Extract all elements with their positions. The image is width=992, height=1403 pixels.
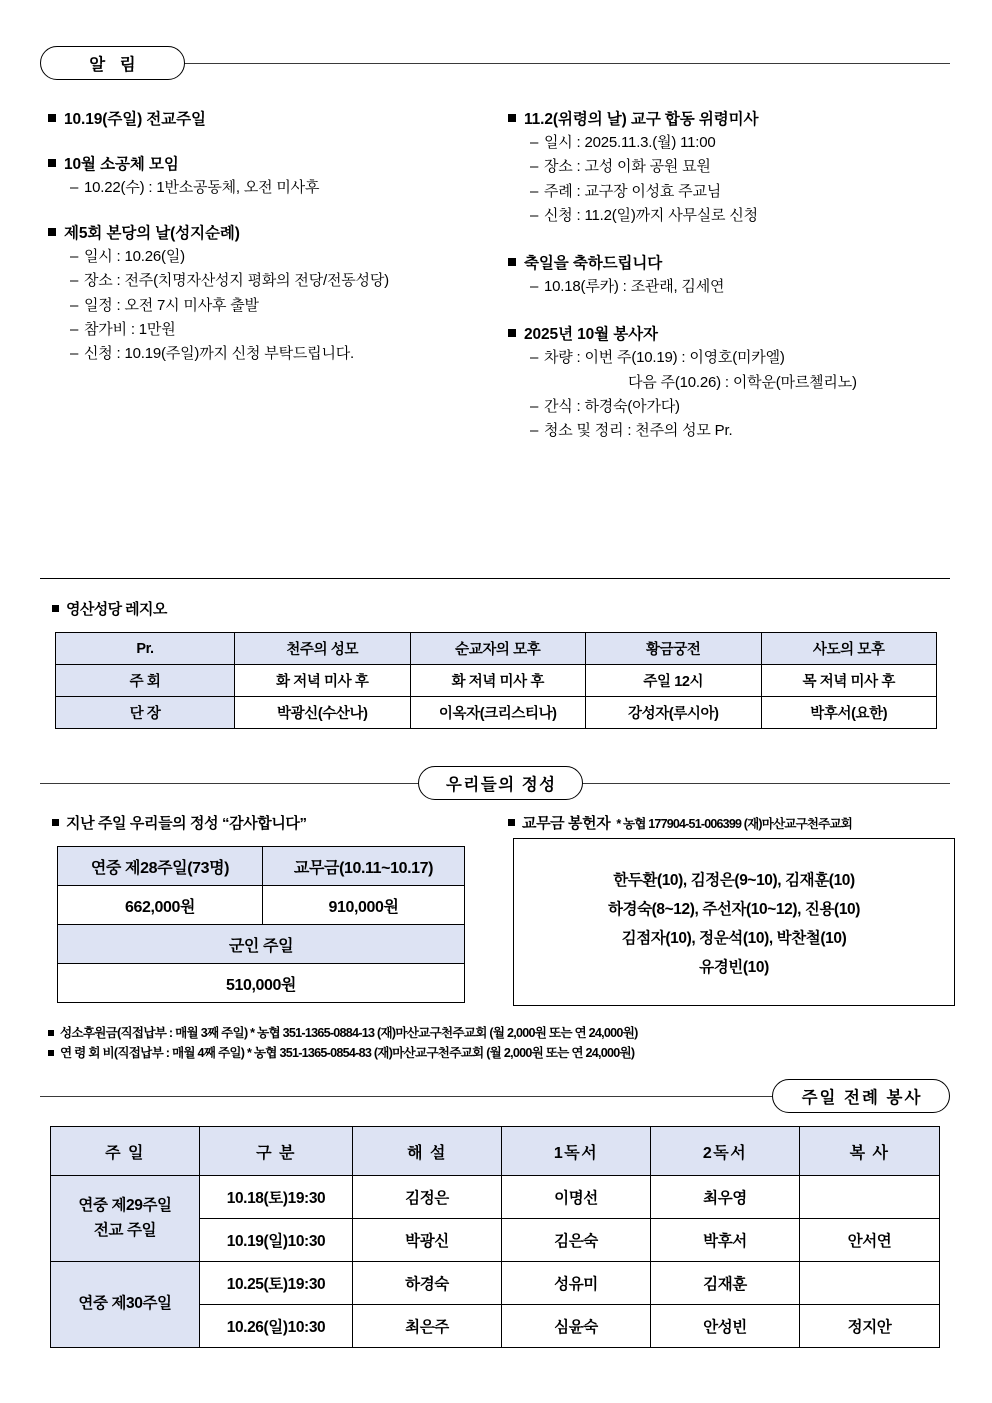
notice-heading: 축일을 축하드립니다 xyxy=(508,254,978,275)
liturgy-commentary-cell: 김정은 xyxy=(353,1176,502,1219)
offering-special-label: 군인 주일 xyxy=(58,925,465,964)
table-row xyxy=(58,925,465,964)
liturgy-reading1-cell: 김은숙 xyxy=(502,1219,651,1262)
notice-section-header xyxy=(0,46,992,82)
offering-amount-cell: 662,000원 xyxy=(58,886,263,925)
liturgy-time-cell: 10.18(토)19:30 xyxy=(200,1176,353,1219)
legio-cell: 주일 12시 xyxy=(586,665,762,697)
legio-table xyxy=(55,632,937,729)
notices-right-column xyxy=(508,110,978,443)
bullet-square-icon xyxy=(48,1050,54,1056)
liturgy-header-rule xyxy=(40,1096,775,1097)
dash-icon: – xyxy=(70,272,79,290)
liturgy-reading1-cell: 성유미 xyxy=(502,1262,651,1305)
dash-icon: – xyxy=(70,345,79,363)
offering-left-title: 지난 주일 우리들의 정성 “감사합니다” xyxy=(52,812,307,833)
dash-icon: – xyxy=(70,178,79,196)
donor-line: 김점자(10), 정운석(10), 박찬철(10) xyxy=(621,929,847,947)
notice-block xyxy=(48,224,503,366)
offering-header-cell: 연중 제28주일(73명) xyxy=(58,847,263,886)
footnote-age-group-fee: 연 령 회 비(직접납부 : 매월 4째 주일) * 농협 351-1365-0854-83 (재)마산교구천주교회 (월 2,000원 또는 연 24,000원) xyxy=(48,1042,634,1061)
offering-special-amount: 510,000원 xyxy=(58,964,465,1003)
legio-header-cell: 순교자의 모후 xyxy=(410,633,586,665)
legio-divider xyxy=(40,578,950,579)
bullet-square-icon xyxy=(48,114,56,122)
legio-header-cell: Pr. xyxy=(56,633,235,665)
liturgy-header-cell: 2독서 xyxy=(651,1127,800,1176)
offering-section-pill xyxy=(418,766,583,800)
bullet-square-icon xyxy=(48,228,56,236)
bullet-square-icon xyxy=(508,258,516,266)
liturgy-commentary-cell: 최은주 xyxy=(353,1305,502,1348)
dash-icon: – xyxy=(530,206,539,224)
liturgy-sunday-line1: 연중 제29주일 xyxy=(78,1197,172,1215)
notice-subitem-continuation: 다음 주(10.26) : 이학운(마르첼리노) xyxy=(628,373,857,391)
dash-icon: – xyxy=(70,296,79,314)
dash-icon: – xyxy=(70,248,79,266)
liturgy-time-cell: 10.26(일)10:30 xyxy=(200,1305,353,1348)
notice-subitem: – 10.18(루카) : 조관래, 김세연 xyxy=(508,275,978,299)
legio-header-cell: 황금궁전 xyxy=(586,633,762,665)
donors-title: 교무금 봉헌자 * 농협 177904-51-006399 (재)마산교구천주교회 xyxy=(508,812,852,833)
footnote-vocation-fund: 성소후원금(직접납부 : 매월 3째 주일) * 농협 351-1365-0884-13 (재)마산교구천주교회 (월 2,000원 또는 연 24,000원) xyxy=(48,1022,638,1041)
liturgy-reading1-cell: 이명선 xyxy=(502,1176,651,1219)
table-row xyxy=(51,1262,940,1305)
notice-subitem: – 청소 및 정리 : 천주의 성모 Pr. xyxy=(508,419,978,443)
notice-subitem: – 장소 : 전주(치명자산성지 평화의 전당/전동성당) xyxy=(48,269,503,293)
table-row xyxy=(58,886,465,925)
notice-subitem: – 참가비 : 1만원 xyxy=(48,318,503,342)
liturgy-reading2-cell: 최우영 xyxy=(651,1176,800,1219)
dash-icon: – xyxy=(530,158,539,176)
liturgy-time-cell: 10.19(일)10:30 xyxy=(200,1219,353,1262)
donor-line: 한두환(10), 김정은(9~10), 김재훈(10) xyxy=(613,871,855,889)
bullet-square-icon xyxy=(508,114,516,122)
dash-icon: – xyxy=(530,422,539,440)
liturgy-sunday-cell xyxy=(51,1262,200,1348)
donor-line: 하경숙(8~12), 주선자(10~12), 진용(10) xyxy=(607,900,861,918)
notice-header-rule xyxy=(175,63,950,64)
liturgy-header-cell: 복 사 xyxy=(800,1127,940,1176)
legio-cell: 강성자(루시아) xyxy=(586,697,762,729)
offering-table xyxy=(57,846,465,1003)
legio-cell: 화 저녁 미사 후 xyxy=(410,665,586,697)
liturgy-commentary-cell: 하경숙 xyxy=(353,1262,502,1305)
offering-amount-cell: 910,000원 xyxy=(263,886,465,925)
notice-subitem: – 신청 : 10.19(주일)까지 신청 부탁드립니다. xyxy=(48,342,503,366)
notice-subitem: – 일시 : 10.26(일) xyxy=(48,245,503,269)
bullet-square-icon xyxy=(508,819,515,826)
notices-region xyxy=(0,110,992,570)
liturgy-reading2-cell: 박후서 xyxy=(651,1219,800,1262)
bullet-square-icon xyxy=(508,329,516,337)
notice-subitem: – 차량 : 이번 주(10.19) : 이영호(미카엘) xyxy=(508,346,978,370)
notice-block xyxy=(508,254,978,299)
liturgy-table xyxy=(50,1126,940,1348)
table-row xyxy=(56,665,937,697)
notice-subitem: – 신청 : 11.2(일)까지 사무실로 신청 xyxy=(508,204,978,228)
offering-header-rule-right xyxy=(578,783,950,784)
liturgy-reading2-cell: 김재훈 xyxy=(651,1262,800,1305)
liturgy-server-cell: 정지안 xyxy=(800,1305,940,1348)
notice-subitem: – 10.22(수) : 1반소공동체, 오전 미사후 xyxy=(48,176,503,200)
notice-block xyxy=(508,325,978,443)
liturgy-sunday-cell xyxy=(51,1176,200,1262)
donors-box xyxy=(513,838,955,1006)
liturgy-time-cell: 10.25(토)19:30 xyxy=(200,1262,353,1305)
notice-heading: 11.2(위령의 날) 교구 합동 위령미사 xyxy=(508,110,978,131)
notice-block xyxy=(48,155,503,200)
table-header-row xyxy=(51,1127,940,1176)
legio-header-cell: 사도의 모후 xyxy=(761,633,937,665)
dash-icon: – xyxy=(530,397,539,415)
liturgy-server-cell xyxy=(800,1262,940,1305)
notice-section-label: 알 림 xyxy=(89,56,141,74)
dash-icon: – xyxy=(530,133,539,151)
table-row xyxy=(58,964,465,1003)
notice-subitem: – 일정 : 오전 7시 미사후 출발 xyxy=(48,294,503,318)
offering-section-header xyxy=(0,766,992,802)
liturgy-header-cell: 1독서 xyxy=(502,1127,651,1176)
liturgy-server-cell: 안서연 xyxy=(800,1219,940,1262)
table-row xyxy=(51,1176,940,1219)
notice-heading: 2025년 10월 봉사자 xyxy=(508,325,978,346)
liturgy-reading1-cell: 심윤숙 xyxy=(502,1305,651,1348)
legio-cell: 박광신(수산나) xyxy=(235,697,411,729)
donor-line: 유경빈(10) xyxy=(699,958,769,976)
notice-section-pill xyxy=(40,46,185,80)
notice-heading: 10.19(주일) 전교주일 xyxy=(48,110,503,131)
liturgy-server-cell xyxy=(800,1176,940,1219)
notice-block xyxy=(508,110,978,228)
table-header-row xyxy=(56,633,937,665)
liturgy-section-pill xyxy=(772,1079,950,1113)
notice-subitem: – 간식 : 하경숙(아가다) xyxy=(508,395,978,419)
legio-cell: 화 저녁 미사 후 xyxy=(235,665,411,697)
dash-icon: – xyxy=(530,278,539,296)
notice-heading: 제5회 본당의 날(성지순례) xyxy=(48,224,503,245)
bullet-square-icon xyxy=(48,159,56,167)
liturgy-sunday-line1: 연중 제30주일 xyxy=(78,1295,172,1313)
liturgy-sunday-line2: 전교 주일 xyxy=(93,1221,157,1239)
offering-section-label: 우리들의 정성 xyxy=(445,776,557,794)
bullet-square-icon xyxy=(52,819,59,826)
notices-left-column xyxy=(48,110,503,367)
liturgy-reading2-cell: 안성빈 xyxy=(651,1305,800,1348)
table-row xyxy=(56,697,937,729)
legio-cell: 박후서(요한) xyxy=(761,697,937,729)
notice-heading: 10월 소공체 모임 xyxy=(48,155,503,176)
liturgy-section-label: 주일 전례 봉사 xyxy=(801,1089,923,1107)
liturgy-header-cell: 주 일 xyxy=(51,1127,200,1176)
liturgy-section-header xyxy=(0,1079,992,1115)
legio-title: 영산성당 레지오 xyxy=(52,598,167,619)
table-header-row xyxy=(58,847,465,886)
legio-header-cell: 천주의 성모 xyxy=(235,633,411,665)
bullet-square-icon xyxy=(48,1030,54,1036)
legio-cell: 목 저녁 미사 후 xyxy=(761,665,937,697)
notice-subitem: – 일시 : 2025.11.3.(월) 11:00 xyxy=(508,131,978,155)
liturgy-commentary-cell: 박광신 xyxy=(353,1219,502,1262)
offering-header-rule-left xyxy=(40,783,423,784)
notice-subitem: – 장소 : 고성 이화 공원 묘원 xyxy=(508,155,978,179)
notice-subitem: – 주례 : 교구장 이성효 주교님 xyxy=(508,180,978,204)
bullet-square-icon xyxy=(52,605,59,612)
notice-block xyxy=(48,110,503,131)
liturgy-header-cell: 해 설 xyxy=(353,1127,502,1176)
legio-row-label: 단 장 xyxy=(56,697,235,729)
dash-icon: – xyxy=(530,182,539,200)
dash-icon: – xyxy=(70,320,79,338)
liturgy-header-cell: 구 분 xyxy=(200,1127,353,1176)
donors-account-number: * 농협 177904-51-006399 (재)마산교구천주교회 xyxy=(616,817,852,831)
legio-cell: 이옥자(크리스티나) xyxy=(410,697,586,729)
dash-icon: – xyxy=(530,349,539,367)
offering-header-cell: 교무금(10.11~10.17) xyxy=(263,847,465,886)
legio-row-label: 주 회 xyxy=(56,665,235,697)
